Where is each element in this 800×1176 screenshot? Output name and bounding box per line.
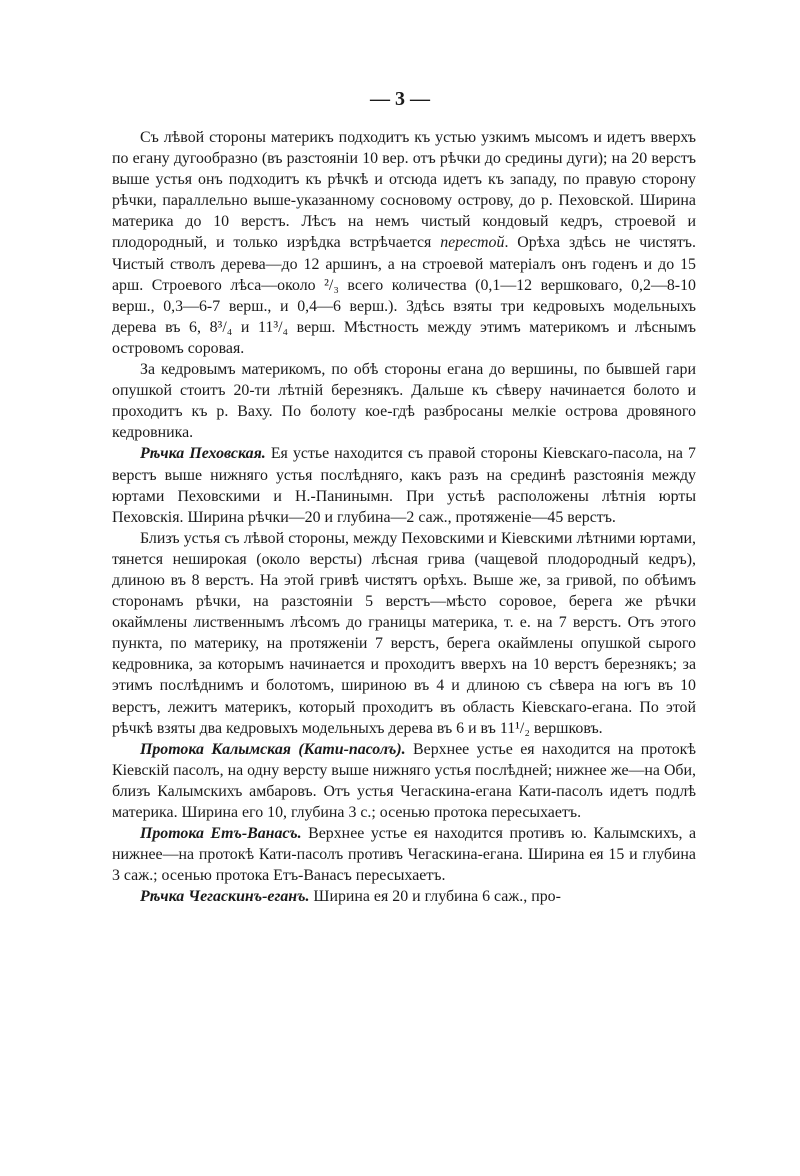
paragraph-text: Ея устье находится съ правой стороны Кіевскаго-пасола, на 7 верстъ выше нижняго устья послѣдняго, какъ разъ на срединѣ разстоянія между юртами Пеховскими и Н.-Панинымн. При устьѣ расположены лѣтнія юрты Пеховскія. Ширина рѣчки—20 и глубина—2 саж., протяженіе—45 верстъ. (112, 445, 696, 526)
paragraph-text: Ширина ея 20 и глубина 6 саж., про- (309, 888, 561, 906)
paragraph (112, 127, 696, 359)
section-heading: Рѣчка Чегаскинъ-еганъ. (140, 888, 310, 906)
paragraph (112, 528, 696, 739)
paragraph (112, 823, 696, 886)
paragraph-text: Верхнее устье ея находится противъ ю. Калымскихъ, а нижнее—на протокѣ Кати-пасолъ противъ Чегаскина-егана. Ширина ея 15 и глубина 3 саж.; осенью протока Етъ-Ванасъ пересыхаетъ. (112, 825, 696, 885)
paragraph-text: . Орѣха здѣсь не чистятъ. Чистый стволъ дерева—до 12 аршинъ, а на строевой матеріалъ онъ годенъ и до 15 арш. Строевого лѣса—около ²/₃ всего количества (0,1—12 вершковаго, 0,2—8-10 верш., 0,3—6-7 верш., и 0,4—6 верш.). Здѣсь взяты три кедровыхъ модельныхъ дерева въ 6, 8³/₄ и 11³/₄ верш. Мѣстность между этимъ материкомъ и лѣснымъ островомъ соровая. (112, 234, 696, 357)
paragraph (112, 359, 696, 443)
body-text (112, 127, 696, 907)
section-heading: Протока Калымская (Кати-пасолъ). (140, 740, 406, 758)
emphasized-term: перестой (440, 234, 505, 252)
section-heading: Протока Етъ-Ванасъ. (140, 825, 302, 843)
paragraph-text: Близъ устья съ лѣвой стороны, между Пеховскими и Кіевскими лѣтними юртами, тянется неширокая (около версты) лѣсная грива (чащевой плодородный кедръ), длиною въ 8 верстъ. На этой гривѣ чистятъ орѣхъ. Выше же, за гривой, по обѣимъ сторонамъ рѣчки, на разстояніи 5 верстъ—мѣсто соровое, берега же рѣчки окаймлены лиственнымъ лѣсомъ до границы материка, т. е. на 7 верстъ. Отъ этого пункта, по материку, на протяженіи 7 верстъ, берега окаймлены опушкой сырого кедровника, за которымъ начинается и проходитъ вверхъ на 10 верстъ березнякъ; за этимъ послѣднимъ и болотомъ, шириною въ 4 и длиною съ сѣвера на югъ въ 10 верстъ, лежитъ материкъ, который проходитъ въ область Кіевскаго-егана. По этой рѣчкѣ взяты два кедровыхъ модельныхъ дерева въ 6 и въ 11¹/₂ вершковъ. (112, 529, 696, 737)
paragraph (112, 886, 696, 907)
paragraph-text: За кедровымъ материкомъ, по обѣ стороны егана до вершины, по бывшей гари опушкой стоитъ 20-ти лѣтній березнякъ. Дальше къ сѣверу начинается болото и проходитъ къ р. Ваху. По болоту кое-гдѣ разбросаны мелкіе острова дровяного кедровника. (112, 361, 696, 442)
paragraph (112, 443, 696, 527)
paragraph-text: Съ лѣвой стороны материкъ подходитъ къ устью узкимъ мысомъ и идетъ вверхъ по егану дугообразно (въ разстояніи 10 вер. отъ рѣчки до средины дуги); на 20 верстъ выше устья онъ подходитъ къ рѣчкѣ и отсюда идетъ къ западу, по правую сторону рѣчки, параллельно выше-указанному сосновому острову, до р. Пеховской. Ширина материка до 10 верстъ. Лѣсъ на немъ чистый кондовый кедръ, строевой и плодородный, и только изрѣдка встрѣчается (112, 129, 696, 252)
section-heading: Рѣчка Пеховская. (140, 445, 266, 463)
page-number: — 3 — (370, 88, 430, 110)
paragraph (112, 739, 696, 823)
paragraph-text: Верхнее устье ея находится на протокѣ Кіевскій пасолъ, на одну версту выше нижняго устья послѣдней; нижнее же—на Оби, близъ Калымскихъ амбаровъ. Отъ устья Чегаскина-егана Кати-пасолъ идетъ подлѣ материка. Ширина его 10, глубина 3 с.; осенью протока пересыхаетъ. (112, 740, 697, 821)
